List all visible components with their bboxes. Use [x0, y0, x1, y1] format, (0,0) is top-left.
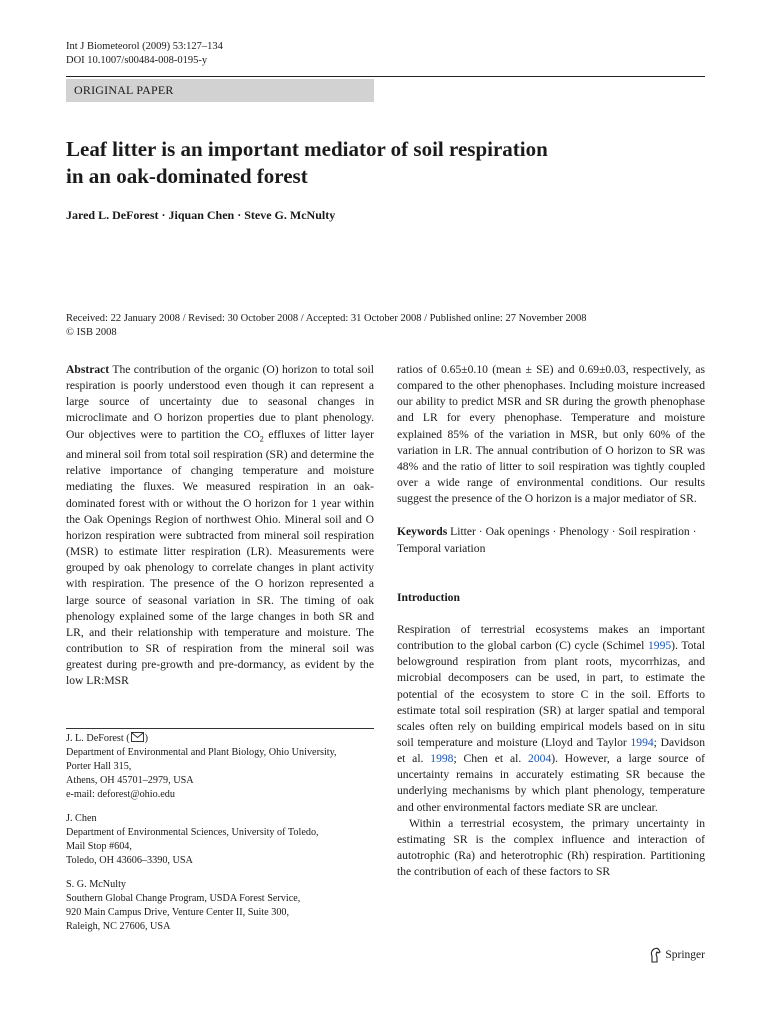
intro-paragraph-2: Within a terrestrial ecosystem, the primary uncertainty in estimating SR is the complex influence and interaction of autotrophic (Ra) and heterotrophic (Rh) respiration. Partitioning the contribution of each of these factors to SR — [397, 816, 705, 879]
section-heading-introduction: Introduction — [397, 590, 460, 604]
footnote-rule — [66, 728, 374, 729]
right-column — [397, 362, 705, 880]
copyright: © ISB 2008 — [66, 327, 117, 338]
springer-horse-icon — [649, 947, 662, 963]
publisher-logo — [649, 947, 705, 963]
citation-link[interactable]: 1998 — [430, 752, 454, 766]
paper-title — [66, 136, 666, 190]
envelope-icon[interactable] — [131, 732, 144, 742]
title-line-2: in an oak-dominated forest — [66, 164, 308, 188]
citation-link[interactable]: 2004 — [528, 752, 552, 766]
author-email[interactable]: e-mail: deforest@ohio.edu — [66, 789, 175, 800]
affiliation-mcnulty: S. G. McNulty Southern Global Change Program, USDA Forest Service, 920 Main Campus Drive, Venture Center II, Suite 300, Raleigh, NC 27606, USA — [66, 879, 301, 932]
abstract-column — [66, 362, 374, 689]
author-list: Jared L. DeForest · Jiquan Chen · Steve G. McNulty — [66, 208, 336, 222]
affiliation-deforest: J. L. DeForest ( ) Department of Environmental and Plant Biology, Ohio University, Porter Hall 315, Athens, OH 45701–2979, USA e-mail: deforest@ohio.edu — [66, 732, 374, 802]
citation-link[interactable]: 1994 — [630, 735, 654, 749]
doi: DOI 10.1007/s00484-008-0195-y — [66, 55, 208, 66]
header-rule — [66, 76, 705, 77]
affiliation-chen: J. Chen Department of Environmental Sciences, University of Toledo, Mail Stop #604, Toledo, OH 43606–3390, USA — [66, 813, 319, 866]
article-category: ORIGINAL PAPER — [66, 79, 374, 102]
abstract-label: Abstract — [66, 363, 110, 376]
abstract-paragraph: Abstract The contribution of the organic (O) horizon to total soil respiration is poorly understood even though it can represent a large source of uncertainty due to seasonal changes in microclimate and O horizon properties due to plant phenology. Our objectives were to partition the $CO_2$ effluxes of litter layer and mineral soil from total soil respiration (SR) and determine the relative importance of changing temperature and moisture mediating the fluxes. We measured respiration in an oak-dominated forest with or without the O horizon for 1 year within the Oak Openings Region of northwest Ohio. Mineral soil and O horizon respiration were subtracted from mineral soil respiration (MSR) to estimate litter respiration (LR). Measurements were grouped by oak phenology to correlate changes in plant activity with respiration. The presence of the O horizon represented a large source of seasonal variation in SR. The timing of oak phenology explained some of the large changes in both SR and LR, and their relationship with temperature and moisture. The contribution to SR of respiration from the mineral soil was greatest during pre-growth and pre-dormancy, as evident by the low LR:MSR — [66, 363, 374, 688]
publisher-name: Springer — [665, 949, 705, 961]
affiliations — [66, 732, 374, 944]
publication-history — [66, 312, 706, 340]
history-dates: Received: 22 January 2008 / Revised: 30 October 2008 / Accepted: 31 October 2008 / Published online: 27 November 2008 — [66, 313, 587, 324]
intro-paragraph-1: Respiration of terrestrial ecosystems makes an important contribution to the global carbon (C) cycle (Schimel 1995). Total belowground respiration from plant roots, mycorrhizas, and microbial decomposers can be used, in part, to estimate the potential of the ecosystem to store C in the soil. Efforts to estimate total soil respiration (SR) at larger spatial and temporal scales often rely on building empirical models based on in situ soil temperature and moisture (Lloyd and Taylor 1994; Davidson et al. 1998; Chen et al. 2004). However, a large source of uncertainty remains in accurately estimating SR because the underlying mechanisms by which plant phenology, temperature and other environmental factors mediate SR are unclear. — [397, 622, 706, 814]
keywords-label: Keywords — [397, 525, 448, 539]
keywords: Keywords Litter · Oak openings · Phenology · Soil respiration · Temporal variation — [397, 525, 697, 555]
abstract-continued: ratios of 0.65±0.10 (mean ± SE) and 0.69±0.03, respectively, as compared to the other phenophases. Including moisture increased our ability to predict MSR and SR during the growth phenophase and LR for every phenophase. Temperature and moisture explained 85% of the variation in MSR, but only 60% of the variation in LR. The annual contribution of O horizon to SR was 48% and the ratio of litter to soil respiration was tightly coupled over a wide range of environmental conditions. Our results suggest the presence of the O horizon is a major mediator of SR. — [397, 363, 705, 506]
citation-link[interactable]: 1995 — [647, 639, 672, 653]
journal-reference: Int J Biometeorol (2009) 53:127–134 — [66, 41, 223, 52]
title-line-1: Leaf litter is an important mediator of soil respiration — [66, 137, 548, 161]
